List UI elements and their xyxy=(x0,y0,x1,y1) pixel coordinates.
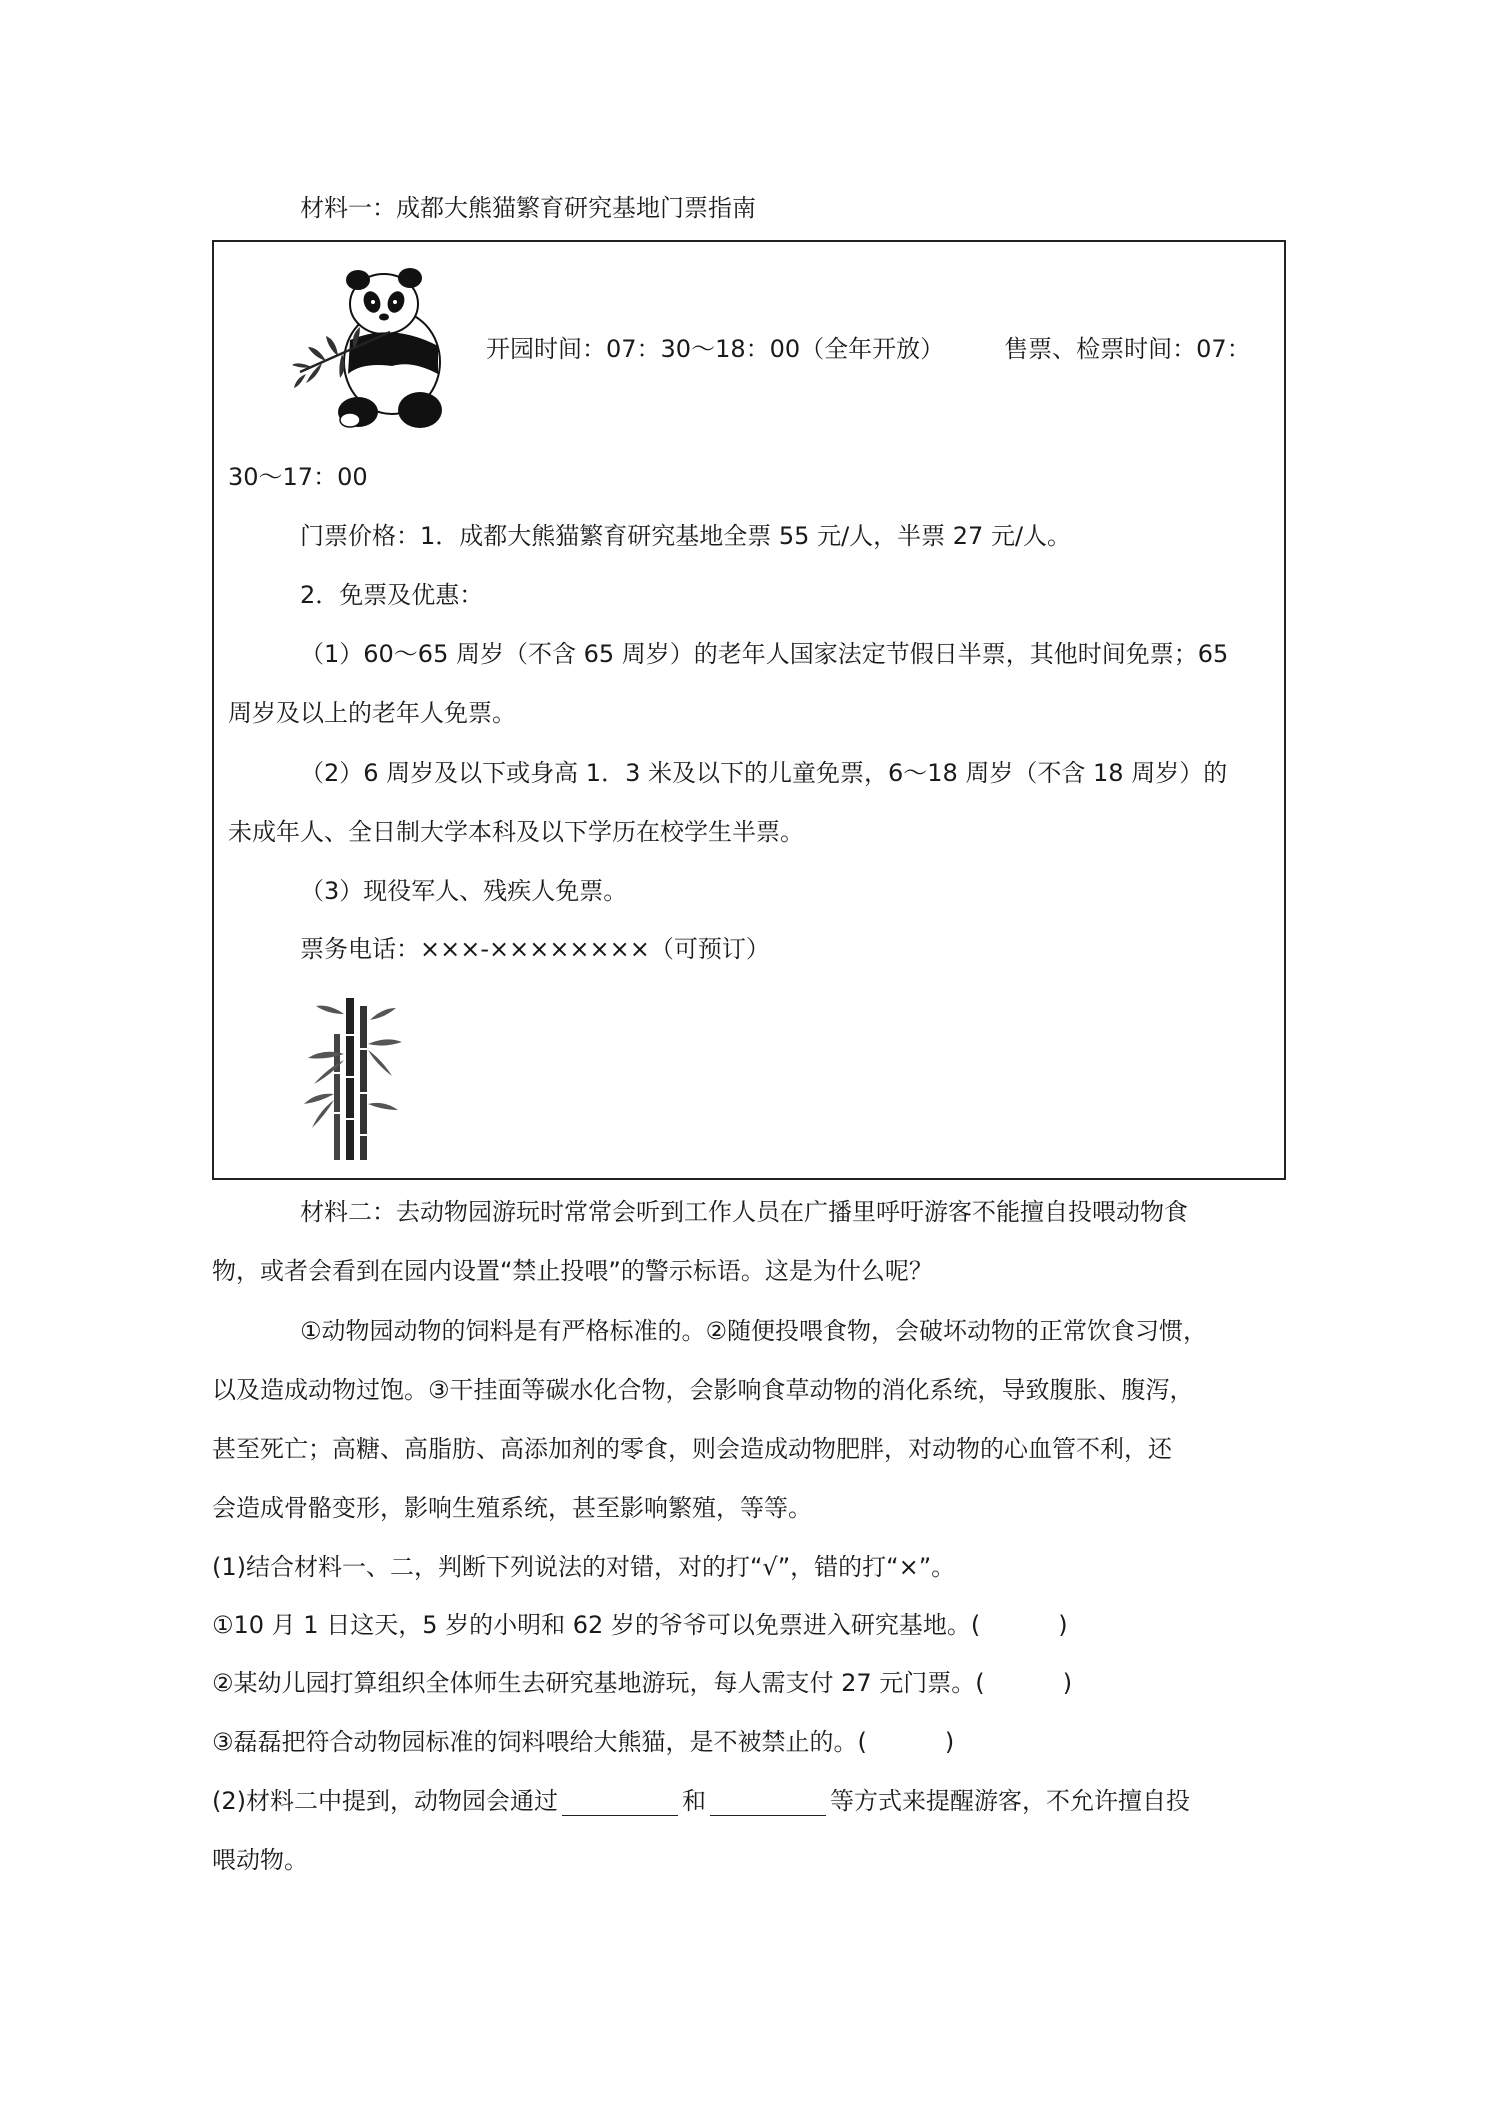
close-paren: ) xyxy=(1062,1669,1073,1697)
question-1: (1)结合材料一、二，判断下列说法的对错，对的打“√”，错的打“×”。 xyxy=(212,1553,956,1581)
close-paren: ) xyxy=(1058,1611,1068,1639)
material2-line3: ①动物园动物的饲料是有严格标准的。②随便投喂食物，会破坏动物的正常饮食习惯， xyxy=(300,1317,1208,1345)
material2-line4: 以及造成动物过饱。③干挂面等碳水化合物，会影响食草动物的消化系统，导致腹胀、腹泻， xyxy=(212,1376,1194,1404)
material2-line6: 会造成骨骼变形，影响生殖系统，甚至影响繁殖，等等。 xyxy=(212,1494,812,1522)
opening-hours: 开园时间：07：30～18：00（全年开放） 售票、检票时间：07： xyxy=(486,335,1251,363)
question-1c-text: ③磊磊把符合动物园标准的饲料喂给大熊猫，是不被禁止的。( xyxy=(212,1728,867,1756)
question-2-pre: (2)材料二中提到，动物园会通过 xyxy=(212,1787,558,1815)
material2-line2: 物，或者会看到在园内设置“禁止投喂”的警示标语。这是为什么呢？ xyxy=(212,1257,933,1285)
ticket-phone: 票务电话：×××-××××××××（可预订） xyxy=(300,935,770,963)
question-1a xyxy=(212,1610,1068,1640)
material1-title: 材料一：成都大熊猫繁育研究基地门票指南 xyxy=(300,194,756,222)
question-1c xyxy=(212,1727,954,1757)
panda-illustration xyxy=(292,262,472,434)
discount-title: 2．免票及优惠： xyxy=(300,581,484,609)
discount-item-2-cont: 未成年人、全日制大学本科及以下学历在校学生半票。 xyxy=(228,818,804,846)
ticket-price: 门票价格：1．成都大熊猫繁育研究基地全票 55 元/人，半票 27 元/人。 xyxy=(300,522,1072,550)
question-1b xyxy=(212,1668,1072,1698)
question-2-post: 等方式来提醒游客，不允许擅自投 xyxy=(830,1787,1190,1815)
discount-item-2: （2）6 周岁及以下或身高 1．3 米及以下的儿童免票，6～18 周岁（不含 18 周岁）的 xyxy=(300,759,1228,787)
answer-blank-2[interactable] xyxy=(710,1789,826,1816)
question-1b-text: ②某幼儿园打算组织全体师生去研究基地游玩，每人需支付 27 元门票。( xyxy=(212,1669,985,1697)
discount-item-3: （3）现役军人、残疾人免票。 xyxy=(300,877,628,905)
bamboo-illustration xyxy=(300,994,410,1164)
question-2-cont: 喂动物。 xyxy=(212,1846,308,1874)
question-1a-text: ①10 月 1 日这天，5 岁的小明和 62 岁的爷爷可以免票进入研究基地。( xyxy=(212,1611,981,1639)
close-paren: ) xyxy=(944,1728,955,1756)
material2-line5: 甚至死亡；高糖、高脂肪、高添加剂的零食，则会造成动物肥胖，对动物的心血管不利，还 xyxy=(212,1435,1172,1463)
opening-hours-cont: 30～17：00 xyxy=(228,463,368,491)
question-2-mid: 和 xyxy=(682,1787,706,1815)
answer-blank-1[interactable] xyxy=(562,1789,678,1816)
discount-item-1-cont: 周岁及以上的老年人免票。 xyxy=(228,699,516,727)
question-2 xyxy=(212,1786,1190,1816)
material2-line1: 材料二：去动物园游玩时常常会听到工作人员在广播里呼吁游客不能擅自投喂动物食 xyxy=(300,1198,1188,1226)
discount-item-1: （1）60～65 周岁（不含 65 周岁）的老年人国家法定节假日半票，其他时间免票；65 xyxy=(300,640,1229,668)
